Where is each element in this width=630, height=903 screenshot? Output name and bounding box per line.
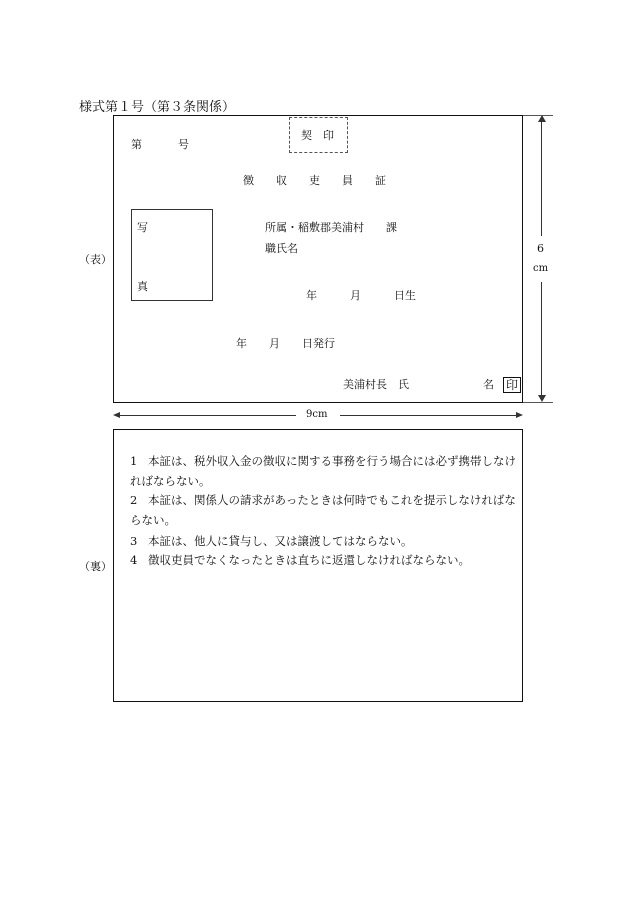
photo-label-bottom: 真 [137, 280, 148, 293]
number-suffix: 号 [178, 138, 189, 151]
rule-text: 本証は、関係人の請求があったときは何時でもこれを提示しなければならない。 [130, 493, 516, 527]
height-number: 6 [537, 242, 544, 255]
arrow-up-icon [538, 115, 546, 122]
arrow-down-icon [538, 395, 546, 402]
form-title: 様式第１号（第３条関係） [79, 100, 236, 115]
width-line-right [340, 415, 518, 416]
height-line-lower [541, 282, 542, 397]
position-name-label: 職氏名 [265, 242, 298, 255]
stamp-mark: 印 [503, 377, 521, 393]
front-side-label: （表） [79, 253, 112, 266]
issuer-stamp [503, 374, 521, 393]
issuer-title: 美浦村長 氏 [343, 378, 409, 391]
arrow-left-icon [113, 412, 120, 418]
width-label: 9cm [306, 409, 328, 420]
rule-number: 2 [130, 493, 138, 507]
rule-text: 本証は、税外収入金の徴収に関する事務を行う場合には必ず携帯しなければならない。 [130, 454, 516, 488]
arrow-right-icon [516, 412, 523, 418]
rule-2 [130, 491, 520, 530]
rule-number: 4 [130, 553, 138, 567]
issue-date: 年 月 日発行 [236, 337, 335, 350]
back-side-label: （裏） [79, 560, 112, 573]
seal-label: 契 印 [301, 129, 334, 142]
issuer-name-label: 名 [483, 378, 494, 391]
rule-text: 本証は、他人に貸与し、又は譲渡してはならない。 [148, 534, 413, 548]
rule-text: 徴収吏員でなくなったときは直ちに返還しなければならない。 [148, 553, 470, 567]
rule-3 [130, 532, 520, 552]
height-tick-bottom [523, 402, 553, 403]
photo-label-top: 写 [137, 221, 148, 234]
birth-date: 年 月 日生 [306, 289, 416, 302]
width-line-left [118, 415, 296, 416]
rule-1 [130, 452, 520, 491]
rule-4 [130, 551, 520, 571]
card-title: 徴 収 吏 員 証 [243, 174, 386, 187]
number-prefix: 第 [131, 138, 142, 151]
rule-number: 3 [130, 534, 138, 548]
affiliation: 所属・稲敷郡美浦村 課 [265, 221, 397, 234]
height-unit: cm [533, 263, 549, 274]
rule-number: 1 [130, 454, 138, 468]
height-line-upper [541, 120, 542, 236]
